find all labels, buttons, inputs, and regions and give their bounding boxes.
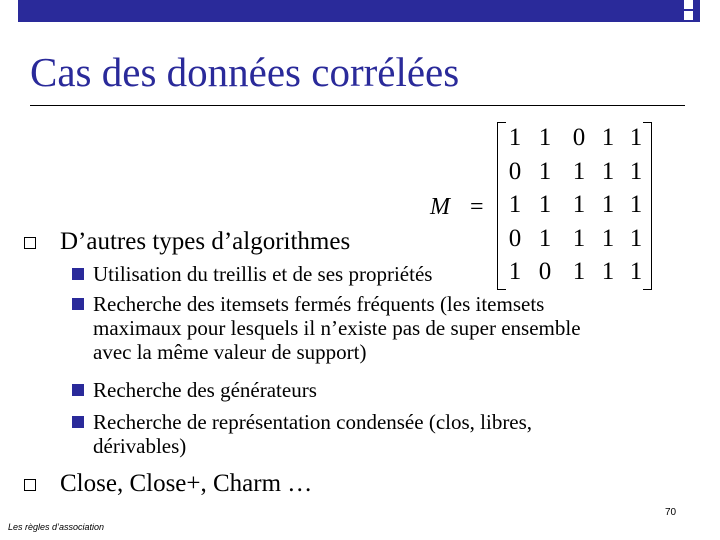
matrix-cell: 1 (508, 124, 522, 151)
sub-bullet-text: dérivables) (93, 434, 187, 458)
matrix-cell: 0 (508, 158, 522, 185)
page-number: 70 (665, 507, 677, 518)
filled-square-icon (72, 268, 84, 280)
sub-bullet-text: Recherche de représentation condensée (clos, libres, (93, 410, 533, 434)
sub-bullet-text: maximaux pour lesquels il n’existe pas de super ensemble (93, 316, 581, 340)
matrix-cell: 1 (572, 191, 586, 218)
sub-bullet-text: Utilisation du treillis et de ses propriétés (93, 262, 433, 286)
square-icon (683, 0, 694, 10)
matrix-label: M (430, 194, 450, 220)
matrix-cell: 1 (601, 225, 615, 252)
matrix-cell: 0 (538, 258, 552, 285)
sub-bullet-text: avec la même valeur de support) (93, 340, 367, 364)
matrix-cell: 1 (629, 258, 643, 285)
matrix-cell: 0 (572, 124, 586, 151)
matrix-cell: 1 (572, 158, 586, 185)
hollow-square-icon (24, 237, 36, 249)
footer-text: Les règles d’association (8, 522, 105, 532)
matrix-cell: 1 (538, 225, 552, 252)
matrix-cell: 1 (538, 158, 552, 185)
bullet-text: D’autres types d’algorithmes (60, 228, 351, 255)
filled-square-icon (72, 384, 84, 396)
matrix-cell: 1 (601, 124, 615, 151)
matrix-cell: 1 (572, 225, 586, 252)
square-icon (683, 10, 694, 21)
filled-square-icon (72, 416, 84, 428)
top-bar (18, 0, 700, 22)
matrix-cell: 1 (538, 191, 552, 218)
matrix-cell: 1 (629, 158, 643, 185)
matrix-cell: 0 (508, 225, 522, 252)
matrix-equals: = (470, 194, 484, 220)
matrix-cell: 1 (508, 258, 522, 285)
sub-bullet-text: Recherche des générateurs (93, 378, 317, 402)
filled-square-icon (72, 298, 84, 310)
matrix-cell: 1 (629, 124, 643, 151)
matrix-cell: 1 (629, 191, 643, 218)
matrix-cell: 1 (572, 258, 586, 285)
matrix (497, 122, 652, 288)
matrix-cell: 1 (601, 158, 615, 185)
hollow-square-icon (24, 479, 36, 491)
matrix-cell: 1 (538, 124, 552, 151)
title-rule (30, 105, 685, 106)
matrix-cell: 1 (508, 191, 522, 218)
sub-bullet-text: Recherche des itemsets fermés fréquents (les itemsets (93, 292, 545, 316)
matrix-cell: 1 (629, 225, 643, 252)
bullet-text: Close, Close+, Charm … (60, 470, 313, 497)
matrix-cell: 1 (601, 191, 615, 218)
slide-title: Cas des données corrélées (30, 49, 460, 95)
matrix-cell: 1 (601, 258, 615, 285)
